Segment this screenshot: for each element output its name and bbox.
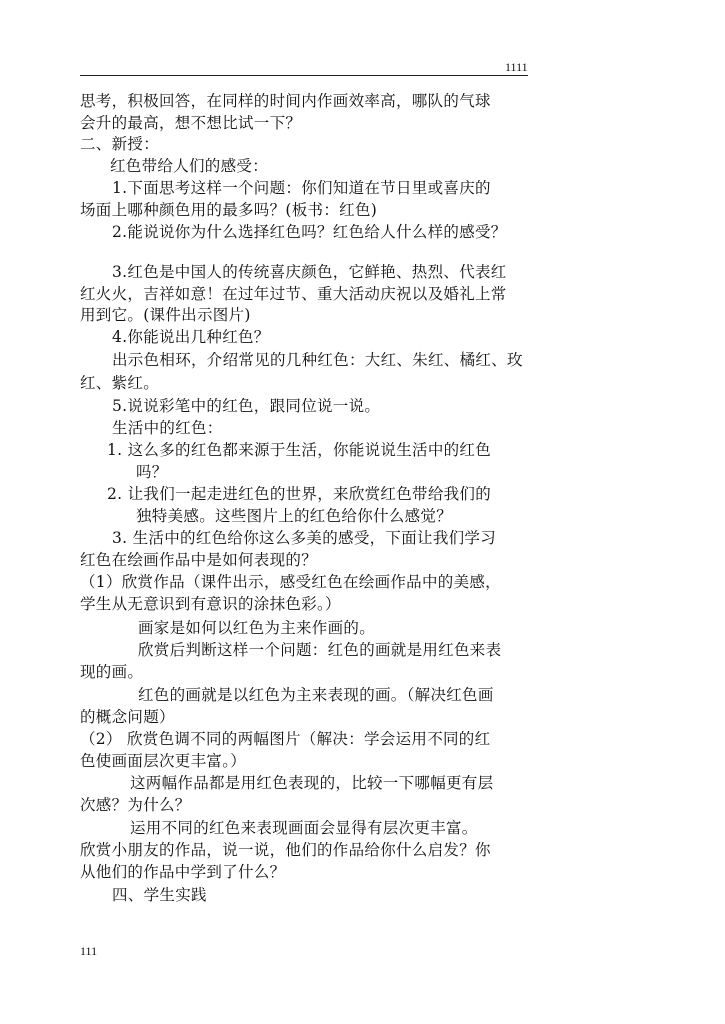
text-line: 1.下面思考这样一个问题：你们知道在节日里或喜庆的 (112, 179, 491, 197)
text-line: 思考，积极回答，在同样的时间内作画效率高，哪队的气球 (80, 92, 491, 110)
text-line: 次感？为什么？ (80, 796, 191, 814)
list-item: 1. 这么多的红色都来源于生活，你能说说生活中的红色 (107, 441, 492, 459)
text-line: 这两幅作品都是用红色表现的，比较一下哪幅更有层 (130, 774, 494, 792)
text-line: 欣赏小朋友的作品，说一说，他们的作品给你什么启发？你 (80, 841, 491, 859)
section-heading: 四、学生实践 (112, 886, 207, 904)
text-line: 红色在绘画作品中是如何表现的？ (80, 551, 318, 569)
text-line: 红火火，吉祥如意！在过年过节、重大活动庆祝以及婚礼上常 (80, 285, 507, 303)
text-line: 的概念问题） (80, 708, 175, 726)
text-line: 色使画面层次更丰富。） (80, 752, 247, 770)
text-line: 会升的最高，想不想比试一下？ (80, 114, 302, 132)
text-line: （2） 欣赏色调不同的两幅图片（解决：学会运用不同的红 (80, 730, 491, 748)
header-page-number: 1111 (505, 60, 528, 74)
sub-heading: 红色带给人们的感受： (110, 157, 269, 175)
text-line: 3.红色是中国人的传统喜庆颜色，它鲜艳、热烈、代表红 (112, 263, 507, 281)
text-line: 4.你能说出几种红色？ (112, 328, 270, 346)
text-line: 2.能说说你为什么选择红色吗？红色给人什么样的感受？ (112, 223, 507, 241)
text-line: 独特美感。这些图片上的红色给你什么感觉？ (136, 507, 453, 525)
text-line: 学生从无意识到有意识的涂抹色彩。） (80, 595, 341, 613)
text-line: 画家是如何以红色为主来作画的。 (138, 619, 376, 637)
text-line: 红色的画就是以红色为主来表现的画。（解决红色画 (138, 686, 494, 704)
footer-page-number: 111 (80, 944, 98, 958)
text-line: 用到它。(课件出示图片) (80, 306, 251, 324)
text-line: 场面上哪种颜色用的最多吗？(板书：红色) (80, 201, 378, 219)
text-line: 欣赏后判断这样一个问题：红色的画就是用红色来表 (138, 641, 502, 659)
text-line: 红、紫红。 (80, 374, 160, 392)
text-line: 吗？ (136, 463, 168, 481)
text-line: 5.说说彩笔中的红色，跟同位说一说。 (112, 397, 381, 415)
text-line: 现的画。 (80, 663, 144, 681)
sub-heading: 生活中的红色： (112, 419, 223, 437)
header-rule (80, 75, 528, 76)
list-item: 3. 生活中的红色给你这么多美的感受，下面让我们学习 (112, 529, 497, 547)
text-line: 出示色相环，介绍常见的几种红色：大红、朱红、橘红、玫 (112, 351, 523, 369)
text-line: 从他们的作品中学到了什么？ (80, 863, 286, 881)
text-line: （1）欣赏作品（课件出示，感受红色在绘画作品中的美感， (80, 573, 501, 591)
section-heading: 二、新授： (80, 135, 160, 153)
text-line: 运用不同的红色来表现画面会显得有层次更丰富。 (130, 819, 478, 837)
list-item: 2. 让我们一起走进红色的世界，来欣赏红色带给我们的 (107, 485, 492, 503)
